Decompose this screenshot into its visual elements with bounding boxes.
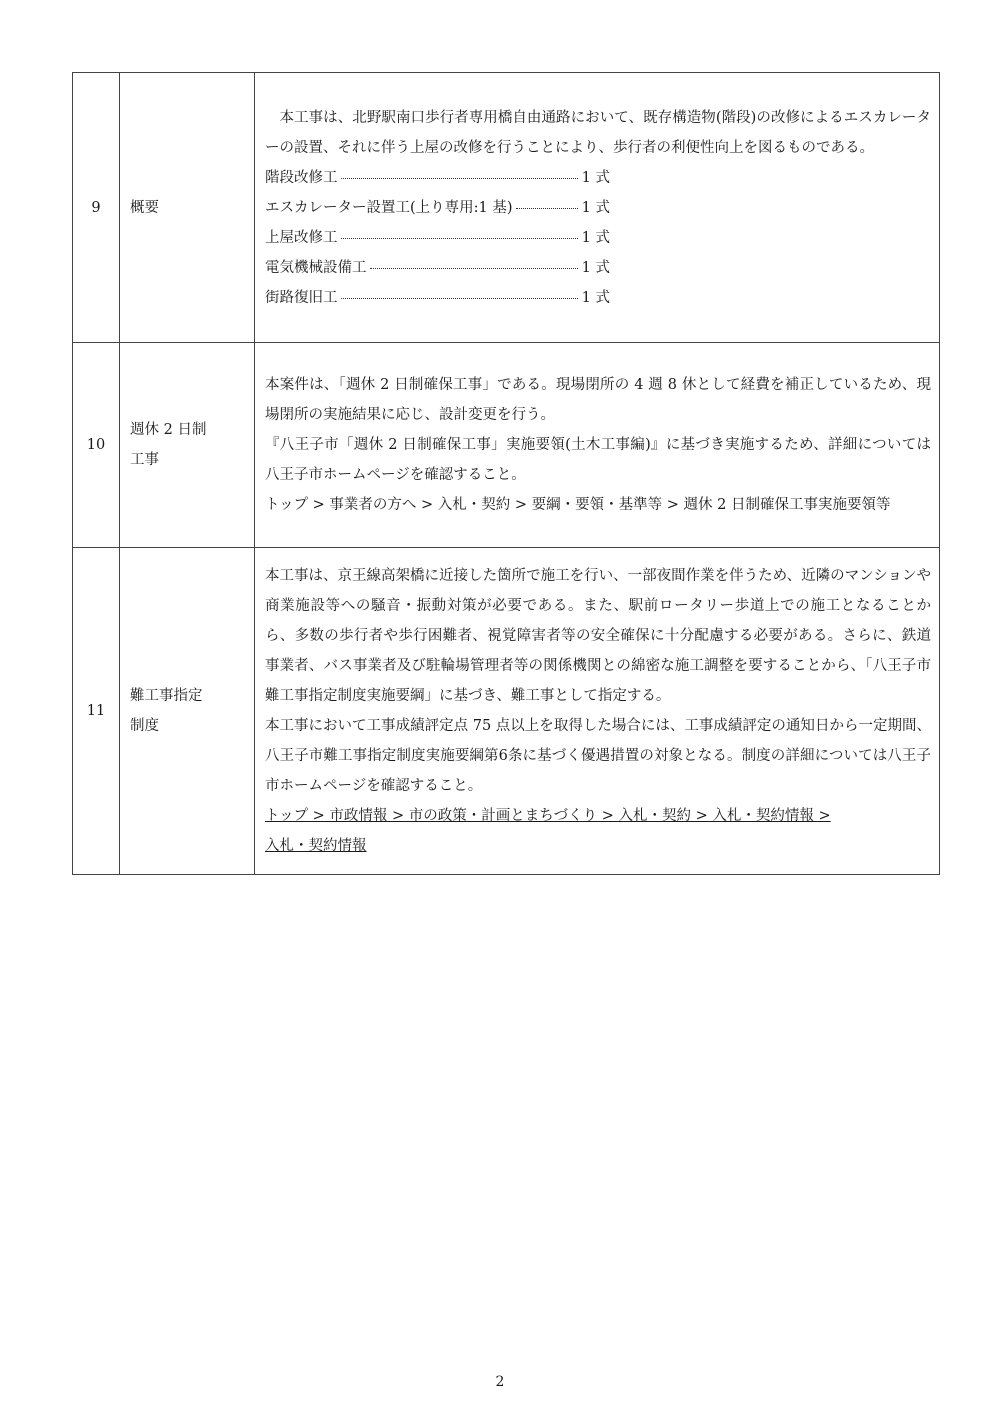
row-label-text: 週休 2 日制 工事 [130, 422, 207, 468]
work-item-value: 1 式 [581, 289, 610, 306]
nav-path-text: トップ > 事業者の方へ > 入札・契約 > 要綱・要領・基準等 > 週休 2 日制確保工事実施要領等 [265, 497, 891, 513]
paragraph: 『八王子市「週休 2 日制確保工事」実施要領(土木工事編)』に基づき実施するため、詳細については八王子市ホームページを確認すること。 [265, 437, 931, 483]
work-item-label: 街路復旧工 [265, 289, 338, 306]
nav-link-path-text[interactable]: トップ > 市政情報 > 市の政策・計画とまちづくり > 入札・契約 > 入札・契約情報 > [265, 808, 831, 824]
dot-leader [516, 208, 578, 209]
paragraph: 本工事において工事成績評定点 75 点以上を取得した場合には、工事成績評定の通知日から一定期間、八王子市難工事指定制度実施要綱第6条に基づく優遇措置の対象となる。制度の詳細については八王子市ホームページを確認すること。 [265, 718, 931, 794]
spec-table [72, 72, 940, 875]
row-content [255, 343, 940, 548]
dot-leader [341, 298, 578, 299]
work-item-label: 上屋改修工 [265, 229, 338, 246]
work-item [265, 163, 610, 193]
row-label [120, 73, 255, 343]
dot-leader [341, 178, 578, 179]
nav-link-path [265, 801, 931, 831]
row-label [120, 548, 255, 875]
row-number: 10 [73, 343, 120, 548]
nav-link [265, 831, 931, 861]
page-number: 2 [495, 1374, 505, 1390]
work-item-value: 1 式 [581, 229, 610, 246]
work-item [265, 283, 610, 313]
work-item-value: 1 式 [581, 199, 610, 216]
table-row [73, 548, 940, 875]
work-item-label: 階段改修工 [265, 169, 338, 186]
work-item [265, 253, 610, 283]
row-label-text: 概要 [130, 199, 159, 216]
paragraph: 本工事は、京王線高架橋に近接した箇所で施工を行い、一部夜間作業を伴うため、近隣のマンションや商業施設等への騒音・振動対策が必要である。また、駅前ロータリー歩道上での施工となることから、多数の歩行者や歩行困難者、視覚障害者等の安全確保に十分配慮する必要がある。さらに、鉄道事業者、バス事業者及び駐輪場管理者等の関係機関との綿密な施工調整を要することから、「八王子市難工事指定制度実施要綱」に基づき、難工事として指定する。 [265, 568, 931, 704]
table-row [73, 343, 940, 548]
work-item [265, 223, 610, 253]
dot-leader [341, 238, 578, 239]
work-item [265, 193, 610, 223]
row-content [255, 73, 940, 343]
paragraph: 本案件は、「週休 2 日制確保工事」である。現場閉所の 4 週 8 休として経費を補正しているため、現場閉所の実施結果に応じ、設計変更を行う。 [265, 377, 931, 423]
table-row [73, 73, 940, 343]
work-item-label: 電気機械設備工 [265, 259, 367, 276]
work-item-label: エスカレーター設置工(上り専用:1 基) [265, 199, 513, 216]
overview-paragraph: 本工事は、北野駅南口歩行者専用橋自由通路において、既存構造物(階段)の改修によるエスカレーターの設置、それに伴う上屋の改修を行うことにより、歩行者の利便性向上を図るものである。 [265, 109, 931, 156]
work-item-value: 1 式 [581, 169, 610, 186]
row-number: 11 [73, 548, 120, 875]
dot-leader [370, 268, 578, 269]
row-number: 9 [73, 73, 120, 343]
nav-link-text[interactable]: 入札・契約情報 [265, 838, 367, 854]
row-label [120, 343, 255, 548]
work-item-value: 1 式 [581, 259, 610, 276]
row-content [255, 548, 940, 875]
row-label-text: 難工事指定 制度 [130, 688, 203, 734]
